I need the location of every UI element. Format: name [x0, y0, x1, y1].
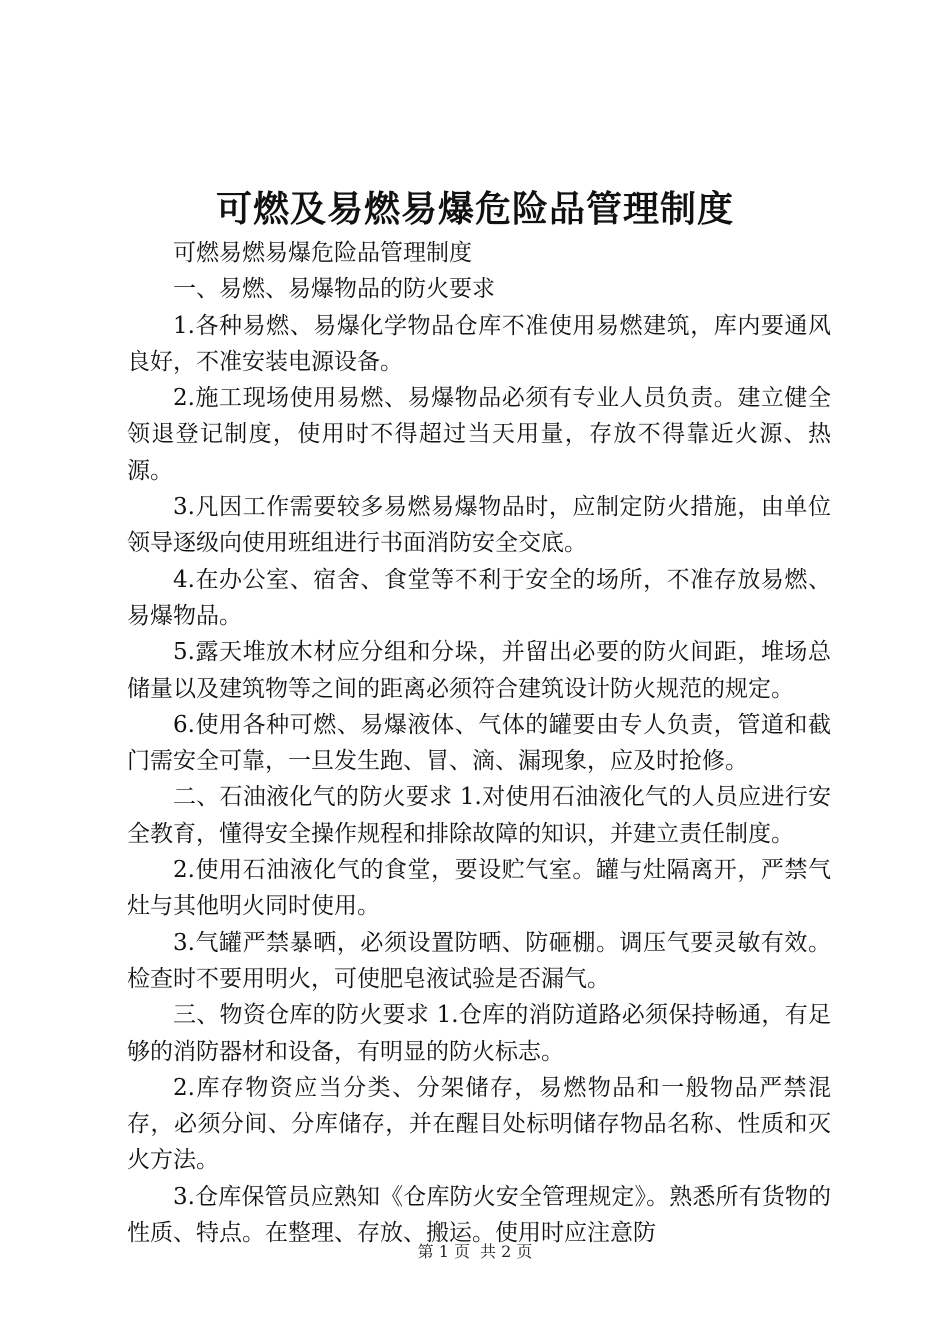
paragraph: 4.在办公室、宿舍、食堂等不利于安全的场所，不准存放易燃、易爆物品。 — [127, 566, 831, 629]
section-heading-2: 二、石油液化气的防火要求 1.对使用石油液化气的人员应进行安全教育，懂得安全操作规程和排除故障的知识，并建立责任制度。 — [127, 784, 831, 847]
paragraph: 1.各种易燃、易爆化学物品仓库不准使用易燃建筑，库内要通风良好，不准安装电源设备。 — [127, 312, 831, 375]
section-heading-3: 三、物资仓库的防火要求 1.仓库的消防道路必须保持畅通，有足够的消防器材和设备，有明显的防火标志。 — [127, 1002, 831, 1065]
paragraph: 2.库存物资应当分类、分架储存，易燃物品和一般物品严禁混存，必须分间、分库储存，并在醒目处标明储存物品名称、性质和灭火方法。 — [127, 1074, 831, 1174]
paragraph-subtitle: 可燃易燃易爆危险品管理制度 — [173, 240, 472, 266]
page-footer — [0, 1241, 950, 1263]
page-number: 第 1 页 — [417, 1242, 470, 1261]
paragraph: 3.凡因工作需要较多易燃易爆物品时，应制定防火措施，由单位领导逐级向使用班组进行书面消防安全交底。 — [127, 494, 831, 557]
paragraph: 6.使用各种可燃、易爆液体、气体的罐要由专人负责，管道和截门需安全可靠，一旦发生跑、冒、滴、漏现象，应及时抢修。 — [127, 711, 831, 775]
document-body — [127, 235, 831, 1251]
page-total: 共 2 页 — [480, 1242, 533, 1261]
paragraph: 5.露天堆放木材应分组和分垛，并留出必要的防火间距，堆场总储量以及建筑物等之间的距离必须符合建筑设计防火规范的规定。 — [127, 639, 831, 702]
document-title: 可燃及易燃易爆危险品管理制度 — [215, 188, 734, 230]
paragraph: 2.使用石油液化气的食堂，要设贮气室。罐与灶隔离开，严禁气灶与其他明火同时使用。 — [127, 857, 831, 920]
section-heading-1: 一、易燃、易爆物品的防火要求 — [173, 276, 495, 303]
paragraph: 2.施工现场使用易燃、易爆物品必须有专业人员负责。建立健全领退登记制度，使用时不得超过当天用量，存放不得靠近火源、热源。 — [127, 385, 831, 484]
paragraph: 3.气罐严禁暴晒，必须设置防晒、防砸棚。调压气要灵敏有效。检查时不要用明火，可使肥皂液试验是否漏气。 — [127, 929, 831, 992]
paragraph: 3.仓库保管员应熟知《仓库防火安全管理规定》。熟悉所有货物的性质、特点。在整理、存放、搬运。使用时应注意防 — [127, 1183, 831, 1247]
